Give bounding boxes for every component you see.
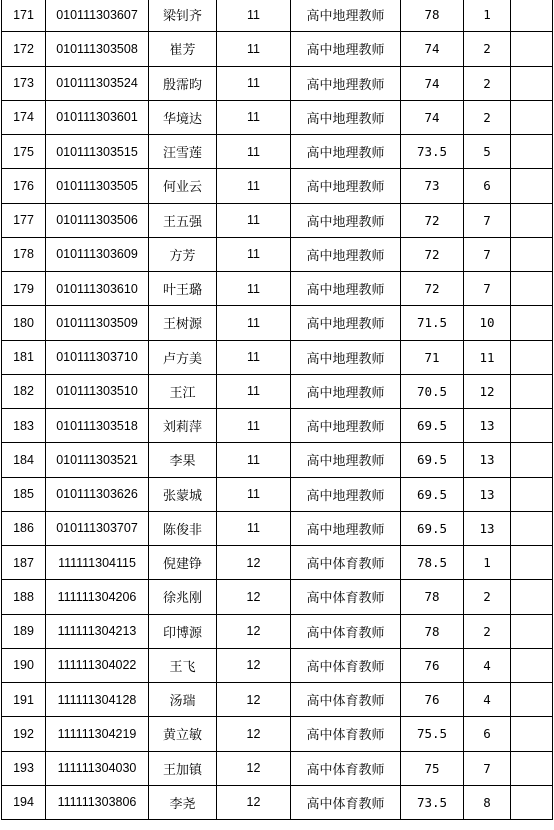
table-row: [2, 32, 553, 66]
position-name: 高中地理教师: [291, 237, 401, 271]
position-name: 高中体育教师: [291, 648, 401, 682]
candidate-name: 王五强: [149, 203, 217, 237]
score: 72: [401, 237, 464, 271]
rank: 7: [464, 203, 511, 237]
candidate-id: 111111304206: [46, 580, 149, 614]
candidate-name: 李果: [149, 443, 217, 477]
group-code: 11: [217, 0, 291, 32]
candidate-id: 010111303626: [46, 477, 149, 511]
candidate-name: 黄立敏: [149, 717, 217, 751]
candidate-name: 华境达: [149, 100, 217, 134]
group-code: 12: [217, 717, 291, 751]
rank: 13: [464, 409, 511, 443]
table-row: [2, 717, 553, 751]
notes-cell: [511, 203, 553, 237]
row-index: 179: [2, 272, 46, 306]
group-code: 12: [217, 683, 291, 717]
candidate-name: 陈俊非: [149, 511, 217, 545]
position-name: 高中地理教师: [291, 135, 401, 169]
score: 73.5: [401, 135, 464, 169]
rank: 7: [464, 237, 511, 271]
position-name: 高中地理教师: [291, 169, 401, 203]
group-code: 11: [217, 340, 291, 374]
row-index: 183: [2, 409, 46, 443]
score: 72: [401, 272, 464, 306]
rank: 2: [464, 614, 511, 648]
rank: 13: [464, 511, 511, 545]
table-row: [2, 374, 553, 408]
score: 69.5: [401, 443, 464, 477]
rank: 10: [464, 306, 511, 340]
position-name: 高中地理教师: [291, 100, 401, 134]
row-index: 180: [2, 306, 46, 340]
row-index: 173: [2, 66, 46, 100]
candidate-name: 徐兆刚: [149, 580, 217, 614]
table-row: [2, 306, 553, 340]
notes-cell: [511, 614, 553, 648]
group-code: 12: [217, 580, 291, 614]
notes-cell: [511, 546, 553, 580]
candidate-name: 王树源: [149, 306, 217, 340]
table-row: [2, 203, 553, 237]
notes-cell: [511, 785, 553, 819]
score: 73.5: [401, 785, 464, 819]
score: 75: [401, 751, 464, 785]
position-name: 高中地理教师: [291, 0, 401, 32]
candidate-name: 方芳: [149, 237, 217, 271]
notes-cell: [511, 0, 553, 32]
notes-cell: [511, 237, 553, 271]
table-row: [2, 614, 553, 648]
row-index: 190: [2, 648, 46, 682]
candidate-name: 汤瑞: [149, 683, 217, 717]
candidate-name: 卢方美: [149, 340, 217, 374]
notes-cell: [511, 272, 553, 306]
position-name: 高中地理教师: [291, 511, 401, 545]
group-code: 11: [217, 135, 291, 169]
table-row: [2, 580, 553, 614]
rank: 1: [464, 546, 511, 580]
score: 72: [401, 203, 464, 237]
group-code: 11: [217, 409, 291, 443]
notes-cell: [511, 751, 553, 785]
group-code: 11: [217, 66, 291, 100]
position-name: 高中体育教师: [291, 546, 401, 580]
notes-cell: [511, 66, 553, 100]
score: 78: [401, 0, 464, 32]
candidate-id: 010111303510: [46, 374, 149, 408]
rank: 12: [464, 374, 511, 408]
group-code: 11: [217, 477, 291, 511]
score: 76: [401, 683, 464, 717]
score: 75.5: [401, 717, 464, 751]
group-code: 11: [217, 100, 291, 134]
candidate-id: 010111303515: [46, 135, 149, 169]
table-row: [2, 237, 553, 271]
notes-cell: [511, 443, 553, 477]
score: 78.5: [401, 546, 464, 580]
score: 76: [401, 648, 464, 682]
candidate-id: 010111303710: [46, 340, 149, 374]
candidate-name: 王加镇: [149, 751, 217, 785]
score: 74: [401, 100, 464, 134]
candidate-name: 李尧: [149, 785, 217, 819]
candidate-id: 010111303601: [46, 100, 149, 134]
row-index: 184: [2, 443, 46, 477]
candidate-id: 010111303610: [46, 272, 149, 306]
position-name: 高中地理教师: [291, 203, 401, 237]
table-row: [2, 751, 553, 785]
rank: 7: [464, 272, 511, 306]
candidate-id: 010111303508: [46, 32, 149, 66]
rank: 13: [464, 443, 511, 477]
row-index: 171: [2, 0, 46, 32]
rank: 2: [464, 580, 511, 614]
rank: 11: [464, 340, 511, 374]
table-row: [2, 0, 553, 32]
notes-cell: [511, 32, 553, 66]
notes-cell: [511, 648, 553, 682]
row-index: 176: [2, 169, 46, 203]
group-code: 12: [217, 546, 291, 580]
rank: 2: [464, 32, 511, 66]
candidate-name: 梁钊齐: [149, 0, 217, 32]
candidate-name: 刘莉萍: [149, 409, 217, 443]
notes-cell: [511, 340, 553, 374]
candidate-id: 010111303607: [46, 0, 149, 32]
group-code: 11: [217, 374, 291, 408]
score: 69.5: [401, 477, 464, 511]
position-name: 高中体育教师: [291, 683, 401, 717]
candidate-id: 010111303707: [46, 511, 149, 545]
position-name: 高中地理教师: [291, 66, 401, 100]
candidate-id: 010111303518: [46, 409, 149, 443]
group-code: 11: [217, 203, 291, 237]
rank: 7: [464, 751, 511, 785]
row-index: 191: [2, 683, 46, 717]
table-row: [2, 477, 553, 511]
table-row: [2, 546, 553, 580]
position-name: 高中体育教师: [291, 751, 401, 785]
rank: 5: [464, 135, 511, 169]
rank: 8: [464, 785, 511, 819]
candidate-id: 111111304219: [46, 717, 149, 751]
notes-cell: [511, 409, 553, 443]
candidate-id: 010111303505: [46, 169, 149, 203]
table-row: [2, 340, 553, 374]
candidate-name: 汪雪莲: [149, 135, 217, 169]
group-code: 11: [217, 32, 291, 66]
rank: 1: [464, 0, 511, 32]
rank: 13: [464, 477, 511, 511]
candidate-id: 111111304022: [46, 648, 149, 682]
candidate-name: 倪建铮: [149, 546, 217, 580]
row-index: 188: [2, 580, 46, 614]
position-name: 高中地理教师: [291, 306, 401, 340]
row-index: 182: [2, 374, 46, 408]
group-code: 11: [217, 306, 291, 340]
row-index: 193: [2, 751, 46, 785]
group-code: 11: [217, 443, 291, 477]
row-index: 174: [2, 100, 46, 134]
candidate-id: 010111303506: [46, 203, 149, 237]
score-table: [1, 0, 553, 820]
candidate-name: 印博源: [149, 614, 217, 648]
notes-cell: [511, 374, 553, 408]
table-row: [2, 785, 553, 819]
notes-cell: [511, 477, 553, 511]
position-name: 高中地理教师: [291, 32, 401, 66]
position-name: 高中地理教师: [291, 409, 401, 443]
candidate-name: 崔芳: [149, 32, 217, 66]
row-index: 194: [2, 785, 46, 819]
row-index: 192: [2, 717, 46, 751]
score: 71.5: [401, 306, 464, 340]
group-code: 11: [217, 169, 291, 203]
position-name: 高中地理教师: [291, 272, 401, 306]
position-name: 高中体育教师: [291, 717, 401, 751]
position-name: 高中体育教师: [291, 614, 401, 648]
group-code: 11: [217, 237, 291, 271]
candidate-name: 何业云: [149, 169, 217, 203]
table-body: [2, 0, 553, 820]
rank: 2: [464, 100, 511, 134]
candidate-id: 111111304128: [46, 683, 149, 717]
table-row: [2, 66, 553, 100]
table-row: [2, 169, 553, 203]
table-row: [2, 648, 553, 682]
group-code: 12: [217, 614, 291, 648]
score: 69.5: [401, 511, 464, 545]
candidate-id: 010111303521: [46, 443, 149, 477]
position-name: 高中地理教师: [291, 340, 401, 374]
candidate-name: 王江: [149, 374, 217, 408]
table-row: [2, 100, 553, 134]
candidate-id: 010111303524: [46, 66, 149, 100]
position-name: 高中体育教师: [291, 785, 401, 819]
score: 70.5: [401, 374, 464, 408]
position-name: 高中体育教师: [291, 580, 401, 614]
row-index: 172: [2, 32, 46, 66]
candidate-name: 王飞: [149, 648, 217, 682]
candidate-id: 111111304213: [46, 614, 149, 648]
score: 74: [401, 66, 464, 100]
score: 73: [401, 169, 464, 203]
row-index: 178: [2, 237, 46, 271]
group-code: 11: [217, 272, 291, 306]
group-code: 12: [217, 785, 291, 819]
table-row: [2, 511, 553, 545]
row-index: 186: [2, 511, 46, 545]
row-index: 187: [2, 546, 46, 580]
group-code: 11: [217, 511, 291, 545]
row-index: 185: [2, 477, 46, 511]
group-code: 12: [217, 751, 291, 785]
candidate-id: 111111304115: [46, 546, 149, 580]
rank: 6: [464, 717, 511, 751]
notes-cell: [511, 306, 553, 340]
candidate-id: 111111304030: [46, 751, 149, 785]
notes-cell: [511, 580, 553, 614]
notes-cell: [511, 511, 553, 545]
score: 69.5: [401, 409, 464, 443]
row-index: 181: [2, 340, 46, 374]
table-row: [2, 272, 553, 306]
score: 78: [401, 614, 464, 648]
candidate-id: 010111303509: [46, 306, 149, 340]
notes-cell: [511, 100, 553, 134]
rank: 4: [464, 648, 511, 682]
rank: 4: [464, 683, 511, 717]
candidate-name: 张蒙城: [149, 477, 217, 511]
candidate-name: 殷霈昀: [149, 66, 217, 100]
position-name: 高中地理教师: [291, 477, 401, 511]
notes-cell: [511, 683, 553, 717]
notes-cell: [511, 717, 553, 751]
score: 74: [401, 32, 464, 66]
notes-cell: [511, 135, 553, 169]
row-index: 177: [2, 203, 46, 237]
score: 71: [401, 340, 464, 374]
notes-cell: [511, 169, 553, 203]
candidate-name: 叶王璐: [149, 272, 217, 306]
row-index: 175: [2, 135, 46, 169]
table-row: [2, 409, 553, 443]
group-code: 12: [217, 648, 291, 682]
position-name: 高中地理教师: [291, 374, 401, 408]
rank: 6: [464, 169, 511, 203]
score: 78: [401, 580, 464, 614]
table-row: [2, 135, 553, 169]
table-row: [2, 683, 553, 717]
candidate-id: 010111303609: [46, 237, 149, 271]
rank: 2: [464, 66, 511, 100]
candidate-id: 111111303806: [46, 785, 149, 819]
position-name: 高中地理教师: [291, 443, 401, 477]
row-index: 189: [2, 614, 46, 648]
table-row: [2, 443, 553, 477]
